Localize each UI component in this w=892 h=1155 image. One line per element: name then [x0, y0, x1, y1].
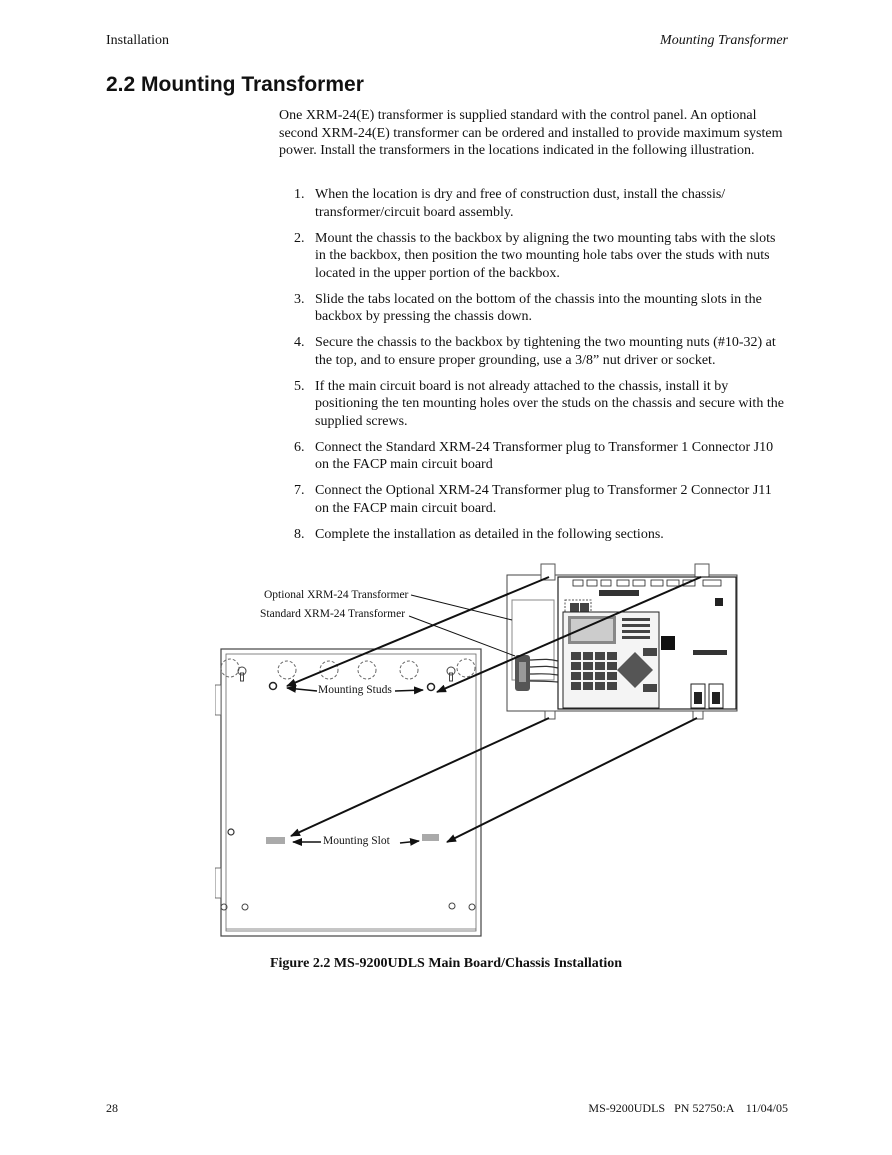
- running-header-section: Installation: [106, 33, 169, 48]
- step-text: Slide the tabs located on the bottom of the chassis into the mounting slots in the backbox by pressing the chassis down.: [315, 291, 762, 324]
- installation-steps: [279, 186, 789, 552]
- keypad: [571, 648, 657, 692]
- page-number: 28: [106, 1101, 118, 1115]
- step-item: [279, 526, 789, 544]
- document-id: MS-9200UDLS PN 52750:A 11/04/05: [588, 1101, 788, 1115]
- step-text: Connect the Optional XRM-24 Transformer plug to Transformer 2 Connector J11 on the FACP main circuit board.: [315, 483, 772, 516]
- step-item: [279, 186, 789, 221]
- main-circuit-board: [558, 577, 736, 709]
- step-number: 3.: [294, 291, 305, 307]
- standard-transformer-label: Standard XRM-24 Transformer: [260, 608, 406, 620]
- optional-transformer-label: Optional XRM-24 Transformer: [264, 589, 409, 601]
- step-text: Secure the chassis to the backbox by tightening the two mounting nuts (#10-32) at the top, and to ensure proper grounding, use a 3/8” nut driver or socket.: [315, 335, 776, 368]
- step-number: 7.: [294, 483, 305, 498]
- intro-paragraph: One XRM-24(E) transformer is supplied standard with the control panel. An optional second XRM-24(E) transformer can be ordered and installed to provide maximum system power. Install the transformers in the locations indicated in the following illustration.: [279, 108, 783, 158]
- step-item: [279, 378, 789, 431]
- mounting-studs-label: Mounting Studs: [318, 684, 392, 696]
- step-item: [279, 291, 789, 326]
- mounting-slot-label: Mounting Slot: [323, 835, 390, 847]
- running-header-topic: Mounting Transformer: [660, 33, 788, 48]
- step-item: [279, 334, 789, 369]
- mounting-slot-left: [266, 837, 285, 844]
- step-number: 5.: [294, 378, 305, 394]
- installation-figure: [215, 560, 745, 945]
- step-number: 1.: [294, 187, 305, 202]
- chassis-assembly: [507, 564, 737, 719]
- step-number: 6.: [294, 439, 305, 455]
- step-item: [279, 482, 789, 517]
- step-text: When the location is dry and free of construction dust, install the chassis/ transformer/circuit board assembly.: [315, 187, 726, 220]
- step-number: 4.: [294, 335, 305, 350]
- step-item: [279, 230, 789, 283]
- step-text: Mount the chassis to the backbox by aligning the two mounting tabs with the slots in the backbox, then position the two mounting hole tabs over the studs with nuts located in the upper portion of the backbox.: [315, 230, 776, 281]
- step-text: Complete the installation as detailed in the following sections.: [315, 526, 664, 542]
- step-text: Connect the Standard XRM-24 Transformer plug to Transformer 1 Connector J10 on the FACP main circuit board: [315, 439, 774, 472]
- step-text: If the main circuit board is not already attached to the chassis, install it by positioning the ten mounting holes over the studs on the chassis and secure with the supplied screws.: [315, 378, 784, 429]
- step-number: 2.: [294, 230, 305, 246]
- mounting-stud-left: [270, 683, 277, 690]
- step-item: [279, 439, 789, 474]
- figure-caption: Figure 2.2 MS-9200UDLS Main Board/Chassis Installation: [269, 956, 623, 971]
- mounting-stud-right: [428, 684, 435, 691]
- step-number: 8.: [294, 526, 305, 542]
- section-title: 2.2 Mounting Transformer: [106, 73, 364, 96]
- mounting-slot-right: [422, 834, 439, 841]
